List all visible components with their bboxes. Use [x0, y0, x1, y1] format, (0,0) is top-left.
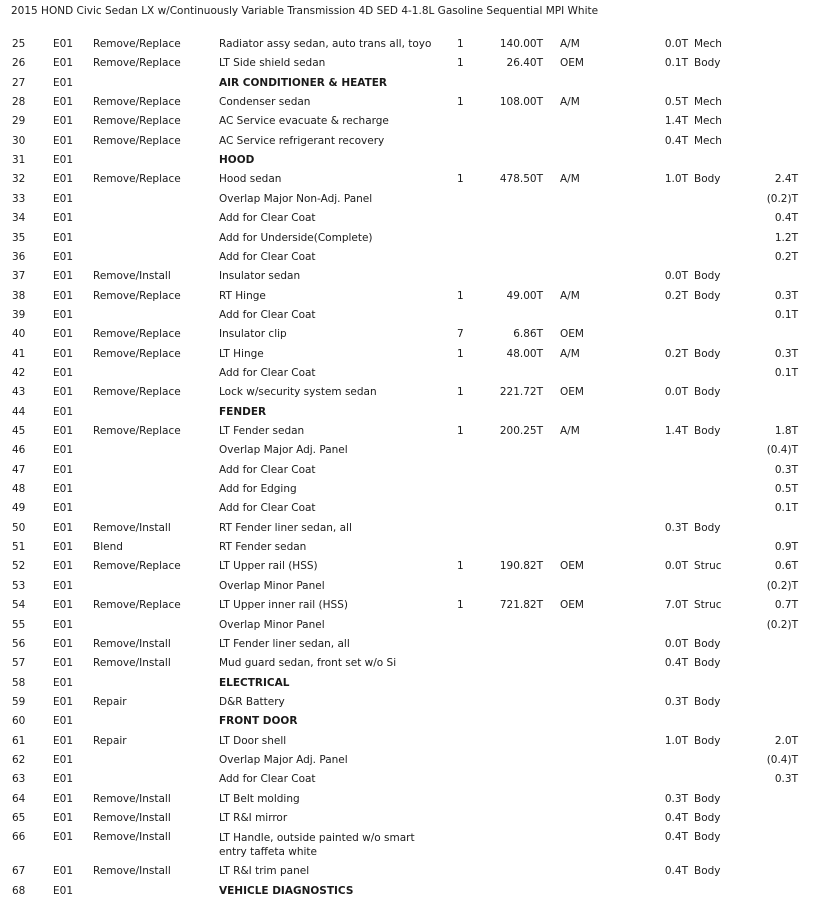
operation-code: E01 [53, 76, 73, 89]
labor-hours: 0.2T [664, 347, 688, 360]
line-description: LT R&I mirror [219, 812, 288, 824]
line-number: 54 [12, 599, 26, 612]
line-number: 57 [12, 657, 26, 670]
operation-code: E01 [53, 657, 73, 670]
line-description: Insulator sedan [219, 270, 301, 283]
line-description: Add for Clear Coat [219, 463, 316, 476]
part-price: 26.40T [506, 57, 543, 70]
line-description: Overlap Minor Panel [219, 579, 325, 592]
section-heading: FENDER [219, 405, 267, 418]
labor-hours: 0.1T [664, 57, 688, 70]
labor-hours: 0.4T [664, 812, 688, 824]
operation-code: E01 [53, 637, 73, 650]
operation-type: Remove/Replace [93, 57, 181, 70]
line-number: 27 [12, 76, 26, 89]
paint-hours: (0.4)T [766, 444, 798, 457]
quantity: 1 [457, 599, 464, 612]
paint-hours: 0.3T [774, 463, 798, 476]
line-number: 58 [12, 676, 26, 689]
part-price: 49.00T [506, 289, 543, 302]
line-description-continued: entry taffeta white [219, 846, 317, 859]
line-number: 35 [12, 231, 26, 244]
quantity: 1 [457, 173, 464, 186]
operation-type: Remove/Replace [93, 386, 181, 399]
line-description: Add for Clear Coat [219, 308, 316, 321]
operation-code: E01 [53, 521, 73, 534]
section-heading: VEHICLE DIAGNOSTICS [219, 884, 354, 897]
line-description: Hood sedan [219, 173, 282, 186]
part-type: A/M [560, 347, 580, 360]
operation-code: E01 [53, 57, 73, 70]
operation-code: E01 [53, 347, 73, 360]
operation-code: E01 [53, 154, 73, 167]
operation-type: Remove/Replace [93, 328, 181, 341]
operation-code: E01 [53, 270, 73, 283]
operation-code: E01 [53, 405, 73, 418]
part-type: A/M [560, 425, 580, 437]
line-number: 53 [12, 579, 26, 592]
operation-type: Remove/Replace [93, 38, 181, 50]
part-price: 48.00T [506, 347, 543, 360]
quantity: 1 [457, 347, 464, 360]
line-number: 62 [12, 753, 26, 766]
quantity: 1 [457, 38, 464, 50]
line-description: LT Hinge [219, 347, 264, 360]
labor-type: Body [694, 865, 721, 878]
labor-hours: 0.4T [664, 831, 688, 844]
quantity: 1 [457, 289, 464, 302]
paint-hours: 0.3T [774, 289, 798, 302]
line-number: 33 [12, 192, 26, 205]
line-number: 31 [12, 154, 26, 167]
section-heading: ELECTRICAL [219, 676, 290, 689]
line-number: 39 [12, 308, 26, 321]
line-number: 59 [12, 695, 26, 708]
operation-type: Remove/Replace [93, 289, 181, 302]
operation-code: E01 [53, 173, 73, 186]
part-type: A/M [560, 38, 580, 50]
operation-code: E01 [53, 579, 73, 592]
operation-code: E01 [53, 425, 73, 437]
labor-type: Body [694, 792, 721, 805]
operation-code: E01 [53, 831, 73, 844]
line-number: 30 [12, 134, 26, 147]
operation-type: Remove/Replace [93, 115, 181, 128]
operation-type: Remove/Replace [93, 173, 181, 186]
part-type: A/M [560, 96, 580, 109]
part-price: 200.25T [499, 425, 543, 437]
line-number: 42 [12, 366, 26, 379]
operation-code: E01 [53, 560, 73, 573]
line-number: 44 [12, 405, 26, 418]
labor-hours: 1.0T [664, 173, 688, 186]
paint-hours: (0.2)T [766, 579, 798, 592]
part-price: 6.86T [513, 328, 543, 341]
part-price: 140.00T [499, 38, 543, 50]
labor-type: Body [694, 425, 721, 437]
part-type: OEM [560, 386, 584, 399]
operation-code: E01 [53, 289, 73, 302]
line-description: Add for Clear Coat [219, 250, 316, 263]
labor-type: Body [694, 173, 721, 186]
line-number: 32 [12, 173, 26, 186]
paint-hours: 0.5T [774, 483, 798, 496]
section-heading: HOOD [219, 154, 255, 167]
operation-type: Remove/Install [93, 792, 171, 805]
operation-type: Blend [93, 541, 123, 554]
part-price: 108.00T [499, 96, 543, 109]
line-description: Overlap Minor Panel [219, 618, 325, 631]
labor-type: Body [694, 57, 721, 70]
line-description: D&R Battery [219, 695, 285, 708]
labor-hours: 0.0T [664, 270, 688, 283]
line-description: AC Service refrigerant recovery [219, 134, 385, 147]
operation-code: E01 [53, 231, 73, 244]
paint-hours: 0.3T [774, 773, 798, 786]
line-number: 43 [12, 386, 26, 399]
operation-type: Remove/Install [93, 831, 171, 844]
operation-code: E01 [53, 715, 73, 728]
line-number: 26 [12, 57, 26, 70]
labor-hours: 1.0T [664, 734, 688, 747]
operation-type: Repair [93, 734, 127, 747]
line-description: Mud guard sedan, front set w/o Si [219, 657, 397, 670]
line-description: Add for Edging [219, 483, 297, 496]
line-description: RT Hinge [219, 289, 266, 302]
operation-type: Remove/Install [93, 521, 171, 534]
paint-hours: 0.7T [774, 599, 798, 612]
operation-type: Remove/Replace [93, 560, 181, 573]
paint-hours: 2.4T [774, 173, 798, 186]
line-description: Add for Clear Coat [219, 773, 316, 786]
operation-code: E01 [53, 618, 73, 631]
line-number: 29 [12, 115, 26, 128]
operation-type: Remove/Replace [93, 425, 181, 437]
operation-type: Remove/Replace [93, 96, 181, 109]
operation-code: E01 [53, 444, 73, 457]
quantity: 7 [457, 328, 464, 341]
line-number: 28 [12, 96, 26, 109]
line-number: 45 [12, 425, 26, 437]
labor-type: Body [694, 812, 721, 824]
operation-type: Repair [93, 695, 127, 708]
quantity: 1 [457, 96, 464, 109]
quantity: 1 [457, 425, 464, 437]
line-number: 25 [12, 38, 26, 50]
operation-code: E01 [53, 695, 73, 708]
line-description: LT Door shell [219, 734, 287, 747]
operation-code: E01 [53, 96, 73, 109]
quantity: 1 [457, 386, 464, 399]
operation-code: E01 [53, 366, 73, 379]
labor-type: Mech [694, 115, 722, 128]
line-description: Add for Clear Coat [219, 212, 316, 225]
operation-code: E01 [53, 463, 73, 476]
operation-code: E01 [53, 38, 73, 50]
labor-hours: 0.4T [664, 134, 688, 147]
paint-hours: (0.2)T [766, 618, 798, 631]
part-type: OEM [560, 328, 584, 341]
paint-hours: 0.3T [774, 347, 798, 360]
labor-hours: 1.4T [664, 115, 688, 128]
operation-code: E01 [53, 676, 73, 689]
line-number: 49 [12, 502, 26, 515]
labor-type: Body [694, 386, 721, 399]
line-number: 67 [12, 865, 26, 878]
labor-hours: 0.0T [664, 38, 688, 50]
labor-type: Body [694, 270, 721, 283]
line-description: LT Fender liner sedan, all [219, 637, 350, 650]
line-number: 51 [12, 541, 26, 554]
labor-type: Mech [694, 96, 722, 109]
part-type: OEM [560, 57, 584, 70]
paint-hours: 0.6T [774, 560, 798, 573]
line-description: RT Fender liner sedan, all [219, 521, 352, 534]
line-number: 60 [12, 715, 26, 728]
operation-code: E01 [53, 192, 73, 205]
quantity: 1 [457, 560, 464, 573]
operation-code: E01 [53, 541, 73, 554]
line-number: 64 [12, 792, 26, 805]
labor-hours: 7.0T [664, 599, 688, 612]
operation-type: Remove/Install [93, 270, 171, 283]
operation-type: Remove/Install [93, 865, 171, 878]
line-description: LT Side shield sedan [219, 57, 326, 70]
paint-hours: 0.1T [774, 308, 798, 321]
line-number: 63 [12, 773, 26, 786]
operation-type: Remove/Install [93, 812, 171, 824]
line-number: 48 [12, 483, 26, 496]
line-description: Radiator assy sedan, auto trans all, toyo [219, 38, 432, 50]
operation-code: E01 [53, 812, 73, 824]
line-number: 40 [12, 328, 26, 341]
labor-hours: 0.5T [664, 96, 688, 109]
operation-code: E01 [53, 212, 73, 225]
line-number: 46 [12, 444, 26, 457]
operation-code: E01 [53, 773, 73, 786]
operation-type: Remove/Replace [93, 599, 181, 612]
operation-code: E01 [53, 502, 73, 515]
line-description: Lock w/security system sedan [219, 386, 377, 399]
line-number: 47 [12, 463, 26, 476]
paint-hours: (0.2)T [766, 192, 798, 205]
labor-type: Body [694, 734, 721, 747]
labor-hours: 1.4T [664, 425, 688, 437]
operation-code: E01 [53, 134, 73, 147]
paint-hours: 0.2T [774, 250, 798, 263]
line-description: LT Handle, outside painted w/o smart [219, 832, 415, 845]
labor-hours: 0.4T [664, 657, 688, 670]
line-number: 65 [12, 812, 26, 824]
line-number: 41 [12, 347, 26, 360]
line-number: 34 [12, 212, 26, 225]
line-number: 68 [12, 884, 26, 897]
line-number: 50 [12, 521, 26, 534]
labor-hours: 0.0T [664, 386, 688, 399]
paint-hours: 1.8T [774, 425, 798, 437]
line-description: LT Upper rail (HSS) [219, 560, 318, 573]
labor-type: Body [694, 657, 721, 670]
operation-type: Remove/Install [93, 657, 171, 670]
part-price: 190.82T [499, 560, 543, 573]
line-description: AC Service evacuate & recharge [219, 115, 389, 128]
paint-hours: (0.4)T [766, 753, 798, 766]
quantity: 1 [457, 57, 464, 70]
paint-hours: 0.1T [774, 366, 798, 379]
operation-code: E01 [53, 308, 73, 321]
operation-code: E01 [53, 483, 73, 496]
line-description: Add for Clear Coat [219, 502, 316, 515]
paint-hours: 0.1T [774, 502, 798, 515]
line-description: Add for Underside(Complete) [219, 231, 373, 244]
operation-code: E01 [53, 386, 73, 399]
line-number: 36 [12, 250, 26, 263]
line-description: Insulator clip [219, 328, 287, 341]
paint-hours: 0.4T [774, 212, 798, 225]
operation-code: E01 [53, 328, 73, 341]
operation-code: E01 [53, 734, 73, 747]
line-number: 66 [12, 831, 26, 844]
labor-type: Mech [694, 134, 722, 147]
labor-hours: 0.3T [664, 521, 688, 534]
part-price: 478.50T [499, 173, 543, 186]
line-description: LT R&I trim panel [219, 865, 310, 878]
operation-type: Remove/Replace [93, 347, 181, 360]
line-description: Overlap Major Adj. Panel [219, 444, 348, 457]
part-type: OEM [560, 560, 584, 573]
line-number: 61 [12, 734, 26, 747]
line-number: 55 [12, 618, 26, 631]
part-type: OEM [560, 599, 584, 612]
labor-hours: 0.3T [664, 695, 688, 708]
labor-hours: 0.4T [664, 865, 688, 878]
line-description: Overlap Major Non-Adj. Panel [219, 192, 373, 205]
labor-type: Mech [694, 38, 722, 50]
labor-hours: 0.2T [664, 289, 688, 302]
labor-type: Struc [694, 599, 722, 612]
labor-type: Body [694, 289, 721, 302]
labor-type: Body [694, 831, 721, 844]
line-description: Add for Clear Coat [219, 366, 316, 379]
paint-hours: 2.0T [774, 734, 798, 747]
operation-code: E01 [53, 599, 73, 612]
part-price: 221.72T [499, 386, 543, 399]
operation-type: Remove/Install [93, 637, 171, 650]
labor-hours: 0.0T [664, 637, 688, 650]
part-type: A/M [560, 173, 580, 186]
line-description: LT Fender sedan [219, 425, 305, 437]
paint-hours: 1.2T [774, 231, 798, 244]
estimate-vehicle-title: 2015 HOND Civic Sedan LX w/Continuously Variable Transmission 4D SED 4-1.8L Gasoline Sequential MPI White [11, 5, 599, 17]
line-description: RT Fender sedan [219, 541, 307, 554]
labor-type: Struc [694, 560, 722, 573]
labor-hours: 0.3T [664, 792, 688, 805]
line-number: 52 [12, 560, 26, 573]
operation-code: E01 [53, 250, 73, 263]
section-heading: AIR CONDITIONER & HEATER [219, 76, 388, 89]
operation-type: Remove/Replace [93, 134, 181, 147]
operation-code: E01 [53, 865, 73, 878]
line-number: 56 [12, 637, 26, 650]
part-type: A/M [560, 289, 580, 302]
labor-type: Body [694, 695, 721, 708]
labor-type: Body [694, 637, 721, 650]
operation-code: E01 [53, 115, 73, 128]
operation-code: E01 [53, 753, 73, 766]
labor-hours: 0.0T [664, 560, 688, 573]
labor-type: Body [694, 521, 721, 534]
line-description: Condenser sedan [219, 96, 311, 109]
operation-code: E01 [53, 884, 73, 897]
line-description: LT Upper inner rail (HSS) [219, 599, 348, 612]
line-number: 37 [12, 270, 26, 283]
line-number: 38 [12, 289, 26, 302]
line-description: Overlap Major Adj. Panel [219, 753, 348, 766]
part-price: 721.82T [499, 599, 543, 612]
operation-code: E01 [53, 792, 73, 805]
labor-type: Body [694, 347, 721, 360]
paint-hours: 0.9T [774, 541, 798, 554]
section-heading: FRONT DOOR [219, 715, 298, 728]
line-description: LT Belt molding [219, 792, 300, 805]
